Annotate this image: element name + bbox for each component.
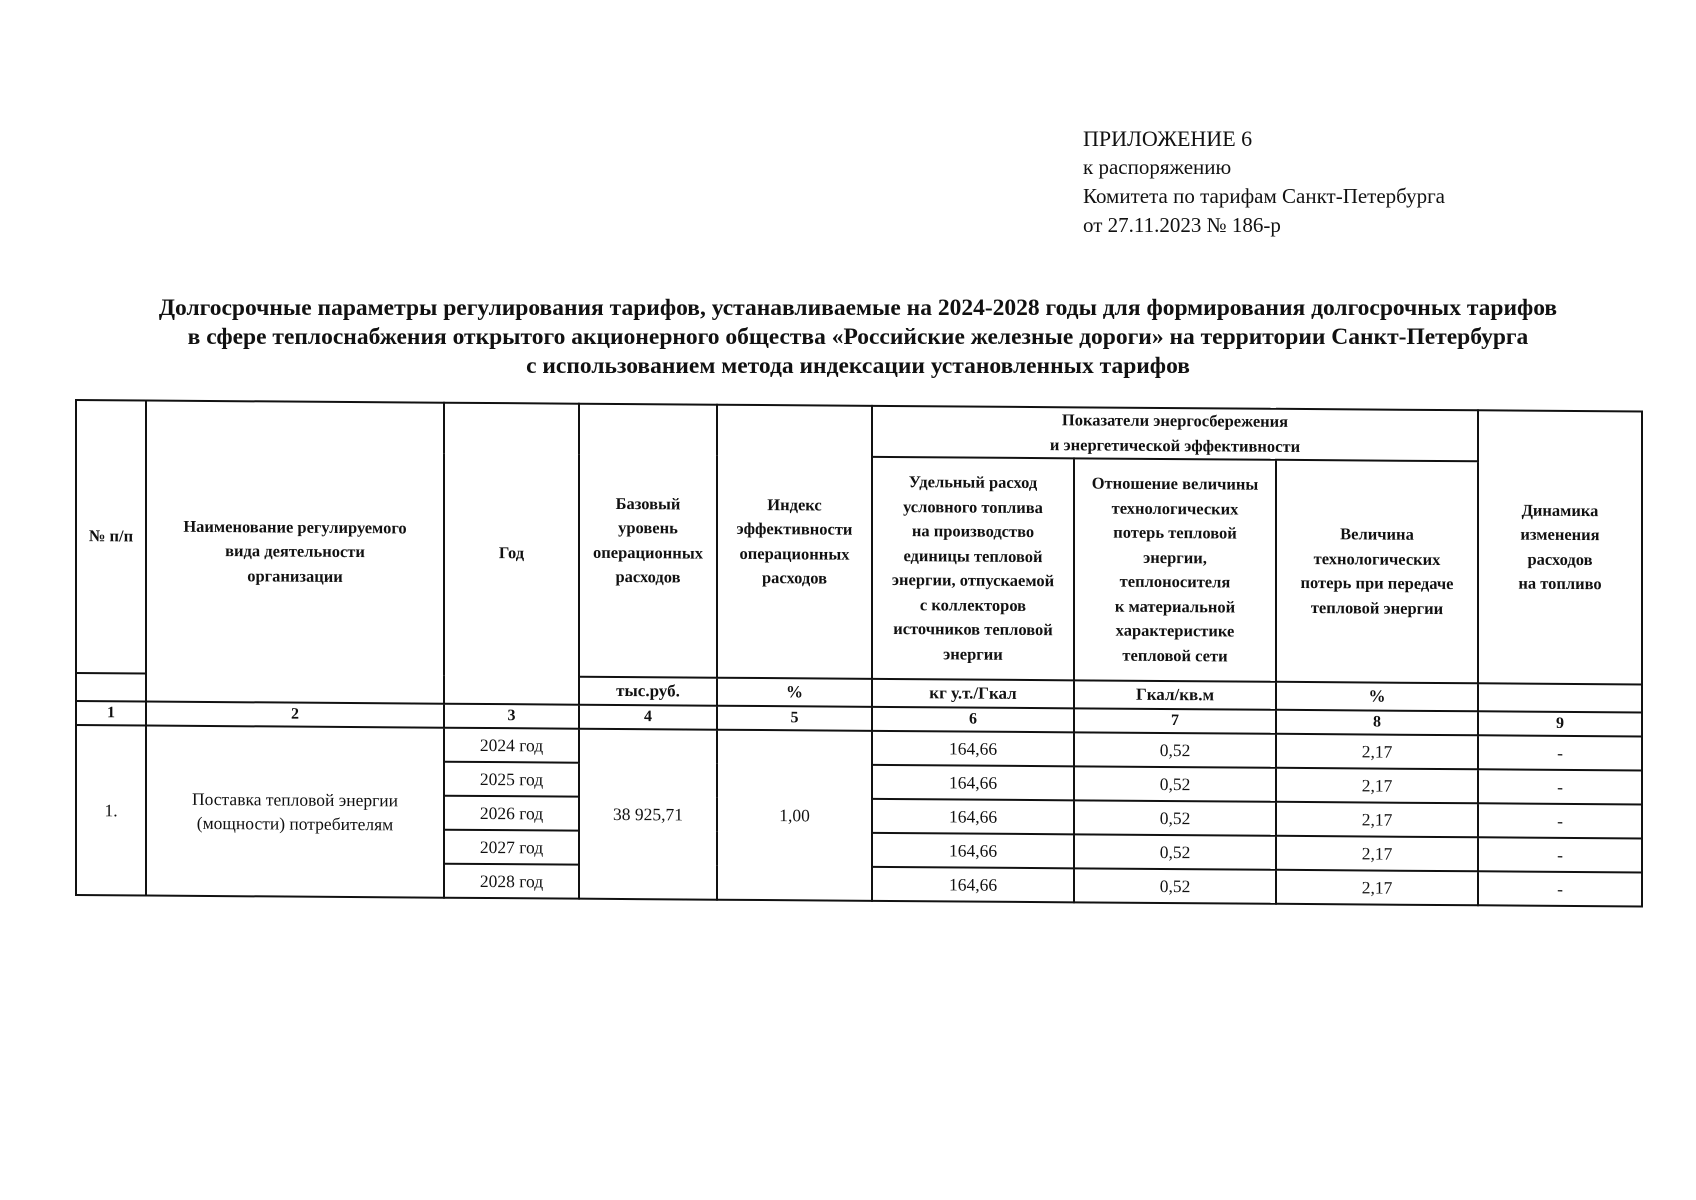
row-fuel-rate: 164,66 — [872, 833, 1074, 868]
appendix-line: от 27.11.2023 № 186-р — [1083, 213, 1281, 237]
row-fuel-dynamics: - — [1478, 735, 1642, 770]
header-year: Год — [444, 403, 579, 705]
title-line: Долгосрочные параметры регулирования тарифов, устанавливаемые на 2024-2028 годы для формирования долгосрочных тарифов — [158, 295, 1558, 321]
column-number: 9 — [1478, 711, 1642, 736]
unit-cell-empty — [76, 673, 146, 702]
header-activity: Наименование регулируемого вида деятельности организации — [146, 401, 444, 704]
row-year: 2028 год — [444, 864, 579, 899]
header-energy-group: Показатели энергосбережения и энергетической эффективности — [872, 406, 1478, 461]
section-efficiency-index: 1,00 — [717, 730, 872, 901]
document-title — [80, 294, 1636, 381]
column-number: 5 — [717, 706, 872, 731]
appendix-line: Комитета по тарифам Санкт-Петербурга — [1083, 184, 1446, 208]
header-efficiency-index: Индекс эффективности операционных расходов — [717, 405, 872, 679]
header-loss-value: Величина технологических потерь при передаче тепловой энергии — [1276, 460, 1478, 683]
row-fuel-dynamics: - — [1478, 837, 1642, 872]
column-number: 3 — [444, 704, 579, 729]
header-num: № п/п — [76, 400, 146, 674]
column-number: 8 — [1276, 710, 1478, 735]
header-fuel-dynamics: Динамика изменения расходов на топливо — [1478, 410, 1642, 684]
row-year: 2024 год — [444, 728, 579, 763]
row-year: 2027 год — [444, 830, 579, 865]
unit-fuel-rate: кг у.т./Гкал — [872, 679, 1074, 708]
column-number: 4 — [579, 705, 717, 730]
row-loss-ratio: 0,52 — [1074, 766, 1276, 801]
row-loss-ratio: 0,52 — [1074, 834, 1276, 869]
appendix-line: к распоряжению — [1083, 155, 1232, 179]
unit-cell-empty — [1478, 683, 1642, 712]
unit-efficiency-index: % — [717, 678, 872, 707]
row-loss-value: 2,17 — [1276, 802, 1478, 837]
unit-base-cost: тыс.руб. — [579, 677, 717, 706]
header-base-cost: Базовый уровень операционных расходов — [579, 404, 717, 678]
row-loss-value: 2,17 — [1276, 768, 1478, 803]
unit-loss-ratio: Гкал/кв.м — [1074, 680, 1276, 709]
row-fuel-rate: 164,66 — [872, 765, 1074, 800]
row-year: 2026 год — [444, 796, 579, 831]
row-year: 2025 год — [444, 762, 579, 797]
parameters-table — [75, 399, 1643, 907]
header-fuel-rate: Удельный расход условного топлива на производство единицы тепловой энергии, отпускаемой с коллекторов источников тепловой энергии — [872, 457, 1074, 680]
title-line: в сфере теплоснабжения открытого акционерного общества «Российские железные дороги» на территории Санкт-Петербурга — [187, 324, 1529, 350]
row-fuel-dynamics: - — [1478, 803, 1642, 838]
table-wrapper — [75, 399, 1641, 907]
row-loss-value: 2,17 — [1276, 870, 1478, 905]
unit-loss-value: % — [1276, 682, 1478, 711]
row-fuel-rate: 164,66 — [872, 799, 1074, 834]
section-activity: Поставка тепловой энергии (мощности) потребителям — [146, 726, 444, 898]
column-number: 7 — [1074, 708, 1276, 733]
row-fuel-rate: 164,66 — [872, 867, 1074, 902]
row-loss-ratio: 0,52 — [1074, 800, 1276, 835]
row-loss-value: 2,17 — [1276, 734, 1478, 769]
row-loss-value: 2,17 — [1276, 836, 1478, 871]
row-loss-ratio: 0,52 — [1074, 868, 1276, 903]
section-number: 1. — [76, 725, 146, 896]
row-fuel-rate: 164,66 — [872, 731, 1074, 766]
column-number: 1 — [76, 701, 146, 726]
title-line: с использованием метода индексации установленных тарифов — [526, 353, 1190, 379]
appendix-heading: ПРИЛОЖЕНИЕ 6 — [1083, 126, 1253, 151]
column-number: 6 — [872, 707, 1074, 732]
row-loss-ratio: 0,52 — [1074, 732, 1276, 767]
header-loss-ratio: Отношение величины технологических потерь тепловой энергии, теплоносителя к материальной характеристике тепловой сети — [1074, 458, 1276, 681]
appendix-block — [1083, 124, 1445, 240]
column-number: 2 — [146, 702, 444, 728]
row-fuel-dynamics: - — [1478, 871, 1642, 906]
row-fuel-dynamics: - — [1478, 769, 1642, 804]
section-base-cost: 38 925,71 — [579, 729, 717, 900]
